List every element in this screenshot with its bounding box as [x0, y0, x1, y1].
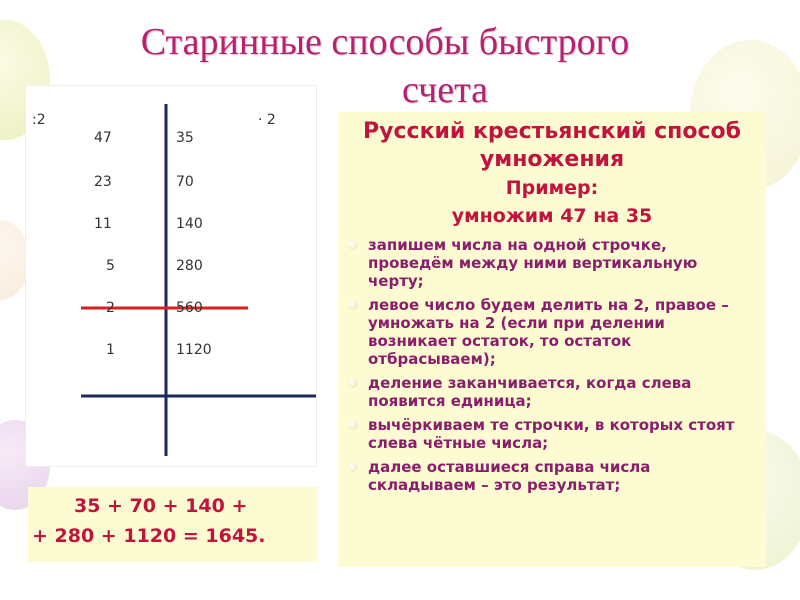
title-line-1: Старинные способы быстрого	[140, 21, 630, 63]
right-header: · 2	[258, 112, 276, 128]
steps-list	[338, 236, 766, 494]
bullet-icon	[348, 300, 358, 310]
step-text: левое число будем делить на 2, правое – умножать на 2 (если при делении возникает остаток, то остаток отбрасываем);	[368, 296, 729, 368]
step-text: вычёркиваем те строчки, в которых стоят слева чётные числа;	[368, 416, 735, 452]
left-number: 1	[106, 342, 115, 358]
left-number: 47	[94, 130, 112, 146]
right-number: 70	[176, 174, 194, 190]
left-number: 11	[94, 216, 112, 232]
step-text: деление заканчивается, когда слева появится единица;	[368, 374, 692, 410]
left-number: 2	[106, 300, 115, 316]
result-line-1: 35 + 70 + 140 +	[74, 495, 248, 517]
bullet-icon	[348, 462, 358, 472]
list-item	[348, 296, 752, 368]
result-line-2: + 280 + 1120 = 1645.	[32, 525, 266, 547]
right-number: 35	[176, 130, 194, 146]
example-text: умножим 47 на 35	[451, 205, 653, 227]
result-box	[28, 487, 318, 562]
left-header: :2	[32, 112, 46, 128]
left-number: 5	[106, 258, 115, 274]
method-heading: Русский крестьянский способ умножения	[363, 119, 741, 172]
right-number: 560	[176, 300, 203, 316]
example-label: Пример:	[505, 177, 599, 199]
title-line-2: счета	[401, 69, 489, 111]
right-number: 140	[176, 216, 203, 232]
list-item	[348, 458, 752, 494]
explanation-panel	[338, 112, 766, 567]
bullet-icon	[348, 240, 358, 250]
diagram-lines	[26, 86, 316, 466]
bullet-icon	[348, 378, 358, 388]
step-text: запишем числа на одной строчке, проведём между ними вертикальную черту;	[368, 236, 698, 290]
left-number: 23	[94, 174, 112, 190]
list-item	[348, 374, 752, 410]
multiplication-diagram	[25, 85, 317, 467]
list-item	[348, 236, 752, 290]
right-number: 280	[176, 258, 203, 274]
list-item	[348, 416, 752, 452]
bullet-icon	[348, 420, 358, 430]
step-text: далее оставшиеся справа числа складываем – это результат;	[368, 458, 651, 494]
right-number: 1120	[176, 342, 212, 358]
